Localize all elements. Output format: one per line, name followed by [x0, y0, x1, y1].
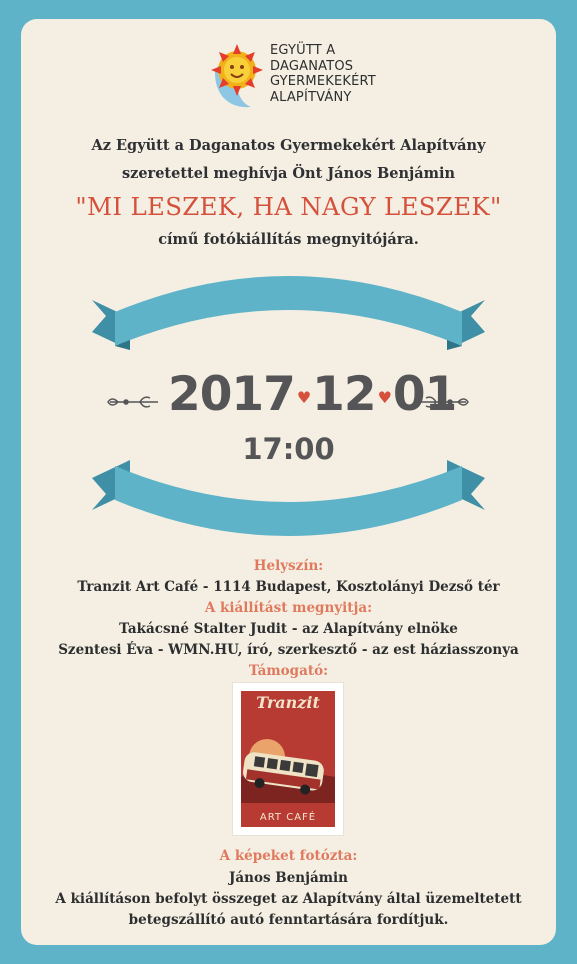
opener-2: Szentesi Éva - WMN.HU, író, szerkesztő - az est háziasszonya: [58, 642, 519, 658]
opener-label: A kiállítást megnyitja:: [204, 600, 373, 616]
sponsor-logo-inner: [241, 691, 335, 827]
venue-label: Helyszín:: [253, 558, 324, 574]
logo-line: GYERMEKEKÉRT: [270, 74, 376, 89]
venue-value: Tranzit Art Café - 1114 Budapest, Kosztolányi Dezső tér: [77, 579, 500, 595]
sponsor-subtitle: ART CAFÉ: [259, 812, 317, 823]
photographer-name: János Benjámin: [229, 870, 348, 886]
closing-line-2: betegszállító autó fenntartására fordítjuk.: [128, 912, 449, 928]
heart-icon: ♥: [296, 388, 311, 407]
invite-line-1: Az Együtt a Daganatos Gyermekekért Alapítvány: [91, 137, 486, 154]
event-time: 17:00: [242, 432, 335, 466]
invite-line-3: című fotókiállítás megnyitójára.: [158, 231, 419, 248]
closing-line-1: A kiállításon befolyt összeget az Alapítvány által üzemeltetett: [55, 891, 522, 907]
bus-icon: [241, 691, 335, 827]
bottom-ribbon: [92, 460, 485, 536]
logo-line: EGYÜTT A: [270, 43, 336, 58]
left-flourish: [108, 397, 158, 407]
logo-line: DAGANATOS: [270, 58, 354, 74]
opener-1: Takácsné Stalter Judit - az Alapítvány elnöke: [119, 621, 458, 637]
logo-line: ALAPÍTVÁNY: [270, 89, 352, 105]
photographer-label: A képeket fotózta:: [219, 848, 358, 864]
sponsor-logo: [233, 683, 343, 835]
exhibition-title: "MI LESZEK, HA NAGY LESZEK": [75, 192, 502, 221]
top-ribbon: [92, 276, 485, 350]
event-date: 2017 ♥12 ♥01: [168, 367, 457, 422]
invite-line-2: szeretettel meghívja Önt János Benjámin: [121, 165, 456, 182]
sponsor-label: Támogató:: [248, 663, 329, 679]
sponsor-name: Tranzit: [256, 693, 320, 712]
heart-icon: ♥: [377, 388, 391, 407]
